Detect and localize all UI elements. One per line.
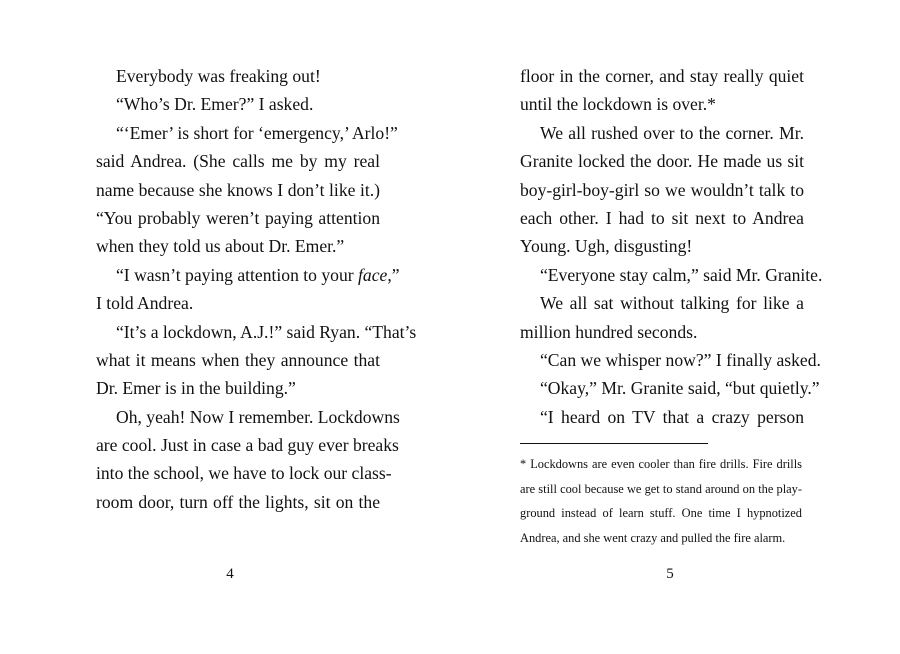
text-line: each other. I had to sit next to Andrea bbox=[520, 207, 804, 228]
text-line: We all rushed over to the corner. Mr. bbox=[540, 122, 804, 143]
text-line: name because she knows I don’t like it.) bbox=[96, 179, 380, 200]
footnote bbox=[520, 452, 802, 550]
text-line: “Okay,” Mr. Granite said, “but quietly.” bbox=[540, 378, 820, 399]
text-line: “You probably weren’t paying attention bbox=[96, 207, 380, 228]
footnote-line: * Lockdowns are even cooler than fire drills. Fire drills bbox=[520, 457, 802, 471]
text-line: Dr. Emer is in the building.” bbox=[96, 378, 296, 399]
text-line: “Everyone stay calm,” said Mr. Granite. bbox=[540, 264, 823, 285]
text-segment: “I wasn’t paying attention to your bbox=[116, 264, 359, 285]
text-line: Everybody was freaking out! bbox=[116, 66, 321, 86]
text-line: Young. Ugh, disgusting! bbox=[520, 236, 693, 257]
text-line: floor in the corner, and stay really quiet bbox=[520, 66, 804, 86]
text-line: said Andrea. (She calls me by my real bbox=[96, 151, 380, 172]
text-line: when they told us about Dr. Emer.” bbox=[96, 236, 345, 257]
right-page-body-text bbox=[520, 62, 823, 431]
footnote-divider bbox=[520, 443, 708, 444]
text-line: “I heard on TV that a crazy person bbox=[540, 406, 804, 427]
right-page-number: 5 bbox=[666, 566, 674, 582]
text-line bbox=[96, 261, 400, 289]
text-line: room door, turn off the lights, sit on the bbox=[96, 491, 380, 512]
text-line: are cool. Just in case a bad guy ever breaks bbox=[96, 435, 399, 456]
text-line: “Can we whisper now?” I finally asked. bbox=[540, 349, 821, 370]
text-line: million hundred seconds. bbox=[520, 321, 698, 342]
left-page-number: 4 bbox=[226, 566, 234, 582]
text-line: Oh, yeah! Now I remember. Lockdowns bbox=[116, 406, 400, 427]
left-page-body-text bbox=[96, 62, 417, 516]
text-line: I told Andrea. bbox=[96, 293, 194, 314]
footnote-line: ground instead of learn stuff. One time I hypnotized bbox=[520, 506, 802, 520]
text-segment: ,” bbox=[387, 264, 400, 285]
text-line: We all sat without talking for like a bbox=[540, 293, 804, 314]
text-line: “‘Emer’ is short for ‘emergency,’ Arlo!” bbox=[116, 122, 398, 143]
italic-emphasis: face bbox=[358, 264, 388, 285]
footnote-line: Andrea, and she went crazy and pulled the fire alarm. bbox=[520, 530, 786, 545]
text-line: until the lockdown is over.* bbox=[520, 94, 716, 115]
right-page bbox=[450, 0, 900, 654]
text-line: boy-girl-boy-girl so we wouldn’t talk to bbox=[520, 179, 804, 200]
text-line: into the school, we have to lock our class- bbox=[96, 463, 392, 484]
footnote-line: are still cool because we get to stand around on the play- bbox=[520, 481, 802, 496]
text-line: “Who’s Dr. Emer?” I asked. bbox=[116, 94, 314, 115]
text-line: “It’s a lockdown, A.J.!” said Ryan. “That’s bbox=[116, 321, 417, 342]
text-line: what it means when they announce that bbox=[96, 349, 380, 370]
text-line: Granite locked the door. He made us sit bbox=[520, 151, 804, 172]
